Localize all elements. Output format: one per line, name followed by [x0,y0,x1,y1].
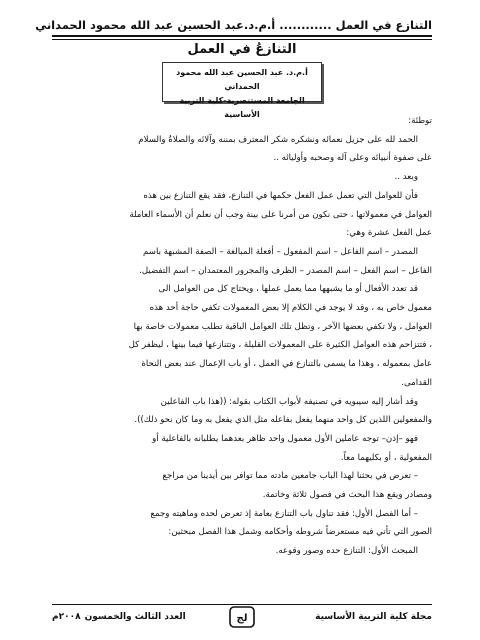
body-line: قد تعدد الأفعال أو ما يشبهها مما يعمل عملها ، ويحتاج كل من العوامل الى [158,284,418,295]
body-line: على صفوة أنبيائه وعلى آله وصحبه وأوليائه .. [273,153,432,164]
body-line: عامل بمعموله ، وهذا ما يسمى بالتنازع في العمل ، أو باب الإعمال عند بعض النحاة [141,359,432,370]
issue-info [52,612,186,622]
body-line: ، فتتزاحم هذه العوامل الكثيرة على المعمولات القليلة ، وتتنازعها فيما بينها ، ليظفر كل [128,340,432,351]
running-title: التنازع في العمل ............ أ.م.د.عبد الحسين عبد الله محمود الحمداني [35,18,432,32]
body-line: الحمد لله على جزيل نعمائه ونشكره شكر المعترف بمننه وآلائه والصلاةُ والسلام [138,134,418,145]
body-line: القدامى. [401,377,432,388]
issue-label: العدد الثالث والخمسون [84,612,186,622]
body-line: العوامل في معمولاتها ، حتى نكون من أمرنا على بينة وجب أن نعلم أن الأسماء العاملة [129,209,432,220]
header-rule [52,35,432,40]
body-line: الفاعل – اسم الفعل – اسم المصدر – الظرف والمجرور المعتمدان – اسم التفضيل. [139,265,432,276]
author-name: أ.م.د. عبد الحسين عبد الله محمود الحمداني [176,68,308,91]
body-line: المفعولية ، أو بكليهما معاً. [340,452,432,463]
journal-logo-icon [228,606,256,628]
body-line: ومصادر ويقع هذا البحث في فصول ثلاثة وخاتمة. [262,490,432,501]
author-affiliation: الجامعة المستنصرية-كلية التربية الأساسية [179,96,305,119]
journal-logo-text: ﻟﺞ [236,613,248,624]
body-line: عمل الفعل عشرة وهي: [346,228,432,239]
body-line: – تعرض في بحثنا لهذا الباب جامعين مادته مما توافر بين أيدينا من مراجع [162,471,418,482]
body-line: – أما الفصل الأول: فقد تناول باب التنازع بعامة إذ تعرض لحده وماهيته وجمع [150,508,418,519]
author-box [162,62,322,119]
body-line: معمول خاص به ، وقد لا يوجد في الكلام إلا بعض المعمولات تكفي حاجة أحد هذه [149,303,432,314]
body-line: فأن للعوامل التي تعمل عمل الفعل حكمها في التنازع، فقد يقع التنازع بين هذه [143,190,418,201]
running-header [35,10,432,32]
footer-rule [52,604,432,605]
body-line: المبحث الأول: التنازع حده وصور وقوعه. [275,546,418,557]
body-line: والمفعولين اللذين كل واحد منهما يفعل بفاعله مثل الذي يفعل به وما كان نحو ذلك)). [134,415,432,426]
section-heading: توطئة: [408,116,432,126]
body-line: وبعد .. [394,172,418,183]
body-line: وقد أشار إليه سيبويه في تصنيفه لأبواب الكتاب بقوله: ((هذا باب الفاعلين [160,396,418,407]
body-line: فهو –إذن– توجه عاملين الأول معمول واحد ظاهر بعدهما يطلبانه بالفاعلية أو [152,433,418,444]
issue-year: ٢٠٠٨م [52,612,81,622]
journal-name: مجلة كلية التربية الأساسية [315,612,432,622]
body-line: المصدر – اسم الفاعل – اسم المفعول – أفعلة المبالغة – الصفة المشبهة باسم [143,246,418,257]
article-title: التنازعُ في العمل [187,42,297,57]
page-footer [52,606,432,630]
body-line: العوامل ، ولا تكفي بعضها الآخر ، وتظل تلك العوامل الباقية تطلب معمولات خاصة بها [133,321,432,332]
article-body [52,112,432,561]
body-line: الصور التي تأتي فيه مستعرضاً شروطه وأحكامه وشمل هذا الفصل مبحثين: [168,527,432,538]
